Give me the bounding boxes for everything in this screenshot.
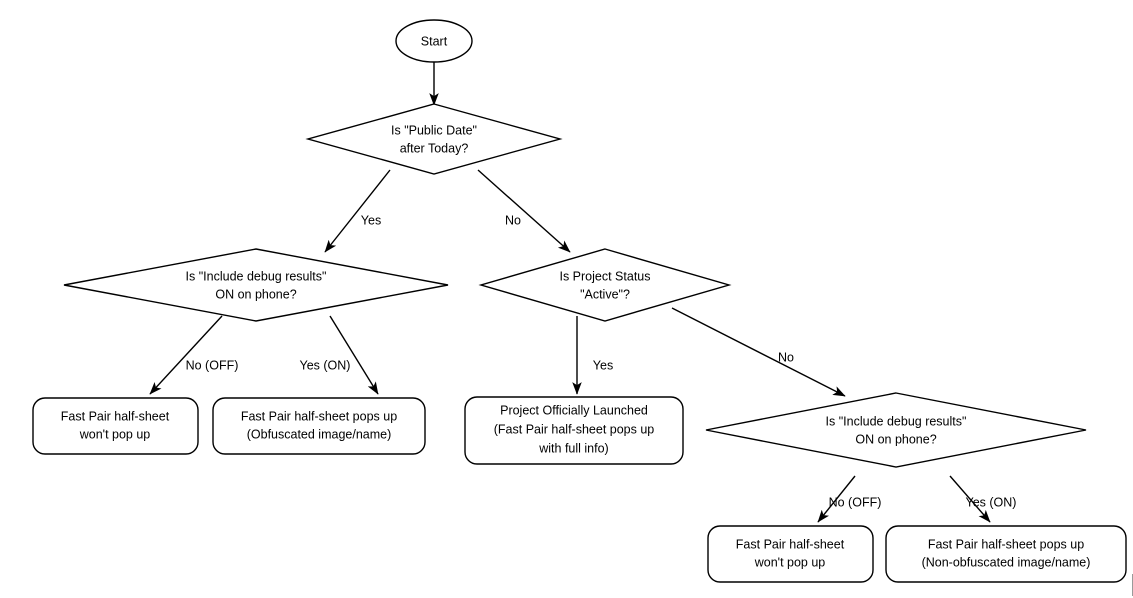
node-debug-left-line2: ON on phone? [215,287,297,302]
edge-label-status-no: No [778,350,794,365]
node-debug-right-line1: Is "Include debug results" [825,414,967,429]
node-debug-left-line1: Is "Include debug results" [185,269,327,284]
edge-public-date-yes [325,170,390,252]
node-start[interactable] [396,20,472,62]
node-right-on-line1: Fast Pair half-sheet pops up [927,537,1085,552]
node-left-on-line1: Fast Pair half-sheet pops up [240,409,398,424]
node-debug-left-decision[interactable] [64,249,448,321]
edge-project-status-no [672,308,845,396]
node-launched-line3: with full info) [539,441,609,456]
node-left-on-outcome[interactable] [213,398,425,454]
edge-label-status-yes: Yes [592,358,614,373]
node-start-label: Start [420,34,448,49]
edge-label-right-yes-on: Yes (ON) [965,495,1017,510]
node-debug-right-line2: ON on phone? [855,432,937,447]
node-project-status-line1: Is Project Status [559,269,651,284]
node-right-on-outcome[interactable] [886,526,1126,582]
node-project-status-decision[interactable] [481,249,729,321]
edge-debug-left-yes-on [330,316,378,394]
edge-debug-left-no-off [150,316,222,394]
node-launched-line1: Project Officially Launched [500,403,648,418]
node-launched-line2: (Fast Pair half-sheet pops up [493,422,655,437]
node-left-off-outcome[interactable] [33,398,198,454]
node-debug-right-decision[interactable] [706,393,1086,467]
node-project-status-line2: "Active"? [580,287,630,302]
node-left-off-line1: Fast Pair half-sheet [60,409,170,424]
node-right-on-line2: (Non-obfuscated image/name) [921,555,1091,570]
node-left-off-line2: won't pop up [79,427,151,442]
node-public-date-line2: after Today? [399,141,469,156]
edge-label-left-no-off: No (OFF) [185,358,239,373]
edge-public-date-no [478,170,570,252]
edge-label-left-yes-on: Yes (ON) [299,358,351,373]
edge-label-yes-public: Yes [360,213,382,228]
node-right-off-line2: won't pop up [754,555,826,570]
node-left-on-line2: (Obfuscated image/name) [246,427,392,442]
node-project-launched-outcome[interactable] [465,397,683,464]
node-right-off-outcome[interactable] [708,526,873,582]
node-public-date-decision[interactable] [308,104,560,174]
edge-label-right-no-off: No (OFF) [828,495,882,510]
node-right-off-line1: Fast Pair half-sheet [735,537,845,552]
node-public-date-line1: Is "Public Date" [391,123,477,138]
edge-label-no-public: No [505,213,521,228]
